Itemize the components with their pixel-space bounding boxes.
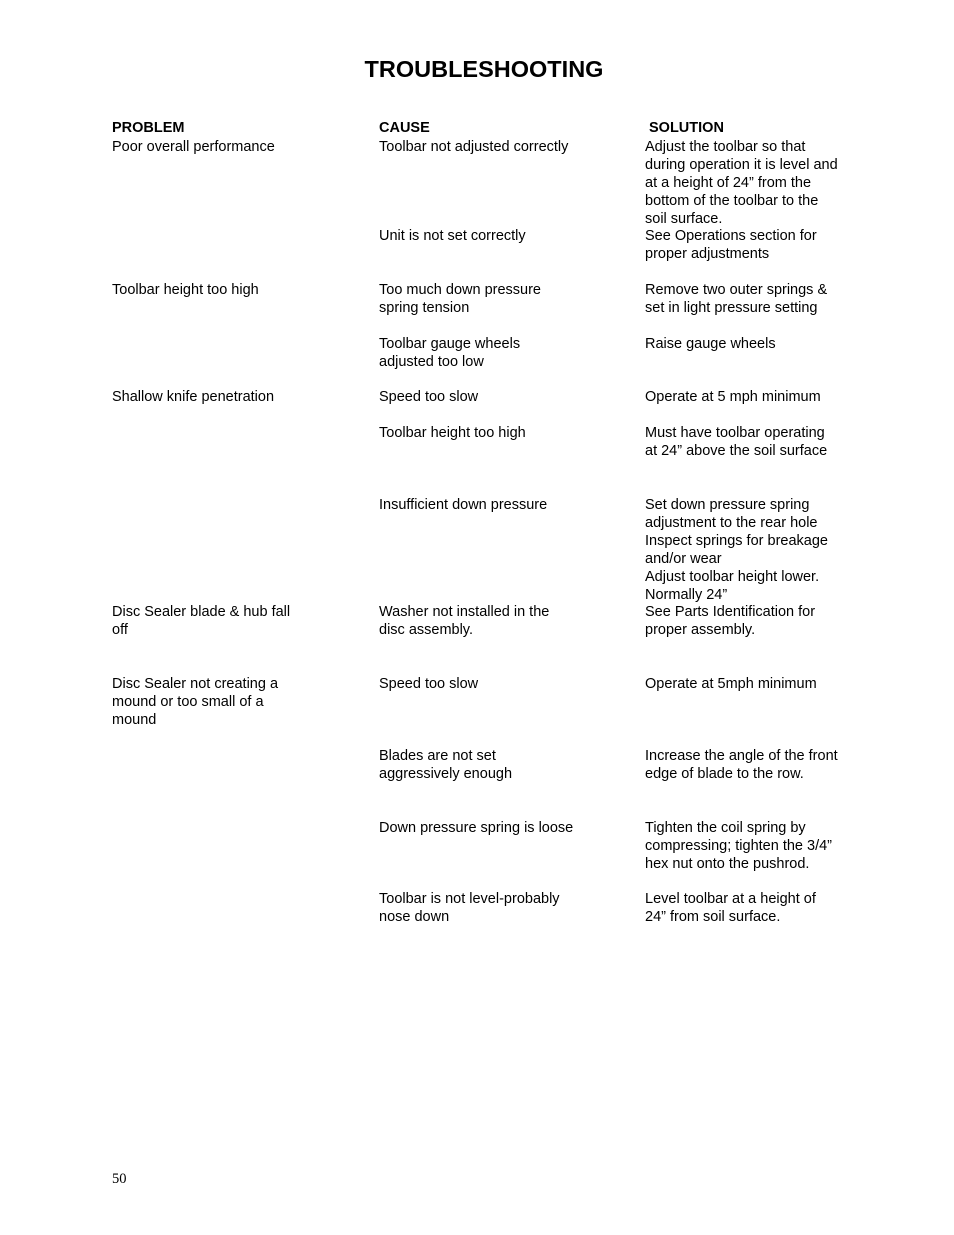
solution-cell: Tighten the coil spring by compressing; tighten the 3/4” hex nut onto the pushrod.: [645, 820, 832, 872]
problem-cell: Poor overall performance: [112, 139, 275, 155]
solution-cell: Set down pressure spring adjustment to the rear hole Inspect springs for breakage and/or wear Adjust toolbar height lower. Normally 24”: [645, 497, 828, 603]
solution-cell: Adjust the toolbar so that during operation it is level and at a height of 24” from the bottom of the toolbar to the soil surface.: [645, 139, 838, 227]
solution-cell: See Parts Identification for proper assembly.: [645, 604, 816, 638]
page-number: 50: [112, 1171, 127, 1187]
solution-cell: See Operations section for proper adjustments: [645, 228, 817, 262]
header-problem: PROBLEM: [112, 120, 185, 136]
cause-cell: Too much down pressure spring tension: [379, 282, 541, 316]
header-cause: CAUSE: [379, 120, 430, 136]
problem-cell: Toolbar height too high: [112, 282, 259, 298]
cause-cell: Speed too slow: [379, 389, 479, 405]
problem-cell: Shallow knife penetration: [112, 389, 275, 405]
cause-cell: Toolbar height too high: [379, 425, 526, 441]
problem-cell: Disc Sealer not creating a mound or too small of a mound: [112, 676, 279, 728]
solution-cell: Increase the angle of the front edge of blade to the row.: [645, 748, 838, 782]
cause-cell: Speed too slow: [379, 676, 479, 692]
solution-cell: Must have toolbar operating at 24” above the soil surface: [645, 425, 828, 459]
cause-cell: Insufficient down pressure: [379, 497, 548, 513]
cause-cell: Unit is not set correctly: [379, 228, 526, 244]
cause-cell: Toolbar is not level-probably nose down: [379, 891, 560, 925]
solution-cell: Raise gauge wheels: [645, 336, 776, 352]
solution-cell: Operate at 5 mph minimum: [645, 389, 821, 405]
solution-cell: Level toolbar at a height of 24” from soil surface.: [645, 891, 816, 925]
page-title: TROUBLESHOOTING: [364, 56, 604, 82]
cause-cell: Down pressure spring is loose: [379, 820, 574, 836]
cause-cell: Blades are not set aggressively enough: [379, 748, 513, 782]
solution-cell: Operate at 5mph minimum: [645, 676, 817, 692]
header-solution: SOLUTION: [649, 120, 724, 136]
cause-cell: Washer not installed in the disc assembly.: [379, 604, 550, 638]
solution-cell: Remove two outer springs & set in light pressure setting: [645, 282, 828, 316]
cause-cell: Toolbar gauge wheels adjusted too low: [379, 336, 521, 370]
problem-cell: Disc Sealer blade & hub fall off: [112, 604, 291, 638]
cause-cell: Toolbar not adjusted correctly: [379, 139, 569, 155]
